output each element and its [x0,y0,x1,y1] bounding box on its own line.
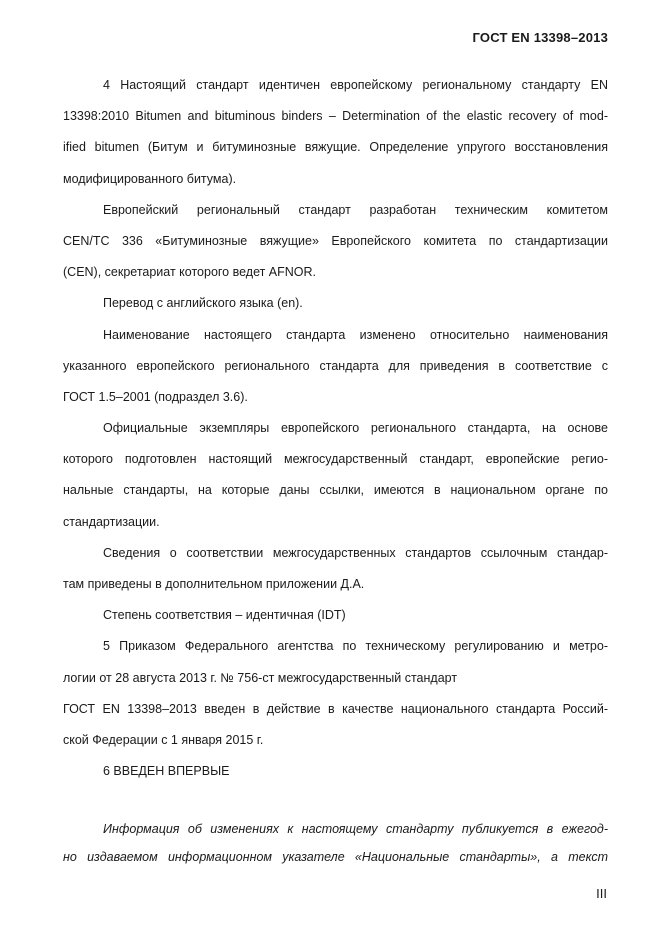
paragraph-name-change [63,320,608,414]
info-note [63,815,608,871]
text-line: указанного европейского регионального стандарта для приведения в соответствие с [63,358,608,373]
text-line: CEN/TC 336 «Битуминозные вяжущие» Европейского комитета по стандартизации [63,233,608,248]
text-line: 4 Настоящий стандарт идентичен европейскому региональному стандарту EN [103,78,608,92]
page-number: III [596,886,607,901]
text-line: которого подготовлен настоящий межгосударственный стандарт, европейские регио- [63,452,608,467]
text-line: логии от 28 августа 2013 г. № 756-ст межгосударственный стандарт [63,670,458,685]
paragraph-5-order [63,631,608,756]
text-line: Информация об изменениях к настоящему стандарту публикуется в ежегод- [103,822,608,837]
text-line: ГОСТ EN 13398–2013 введен в действие в качестве национального стандарта Россий- [63,701,608,716]
document-body [63,70,608,871]
text-line: 5 Приказом Федерального агентства по техническому регулированию и метро- [103,639,608,654]
spacer [63,787,608,815]
text-line: Степень соответствия – идентичная (IDT) [103,608,346,623]
text-line: Сведения о соответствии межгосударственных стандартов ссылочным стандар- [103,545,608,560]
text-line: Наименование настоящего стандарта изменено относительно наименования [103,327,608,342]
text-line: модифицированного битума). [63,171,237,186]
text-line: стандартизации. [63,514,160,529]
paragraph-official-copies [63,413,608,538]
paragraph-6-introduced [63,756,608,787]
paragraph-conformity-degree [63,600,608,631]
paragraph-developer [63,195,608,289]
text-line: Перевод с английского языка (en). [103,296,303,311]
text-line: ГОСТ 1.5–2001 (подраздел 3.6). [63,389,248,404]
text-line: Официальные экземпляры европейского регионального стандарта, на основе [103,421,608,436]
text-line: (CEN), секретариат которого ведет AFNOR. [63,265,317,280]
text-line: но издаваемом информационном указателе «Национальные стандарты», а текст [63,850,608,865]
text-line: нальные стандарты, на которые даны ссылки, имеются в национальном органе по [63,483,608,498]
text-line: ской Федерации с 1 января 2015 г. [63,732,264,747]
document-header: ГОСТ EN 13398–2013 [472,30,608,45]
paragraph-4-identical-standard [63,70,608,195]
text-line: ified bitumen (Битум и битуминозные вяжущие. Определение упругого восстановления [63,140,608,155]
paragraph-translation [63,288,608,319]
text-line: 6 ВВЕДЕН ВПЕРВЫЕ [103,764,230,779]
paragraph-conformity-info [63,538,608,600]
text-line: 13398:2010 Bitumen and bituminous binders – Determination of the elastic recovery of mod- [63,109,608,124]
text-line: там приведены в дополнительном приложении Д.А. [63,577,365,591]
text-line: Европейский региональный стандарт разработан техническим комитетом [103,202,608,217]
